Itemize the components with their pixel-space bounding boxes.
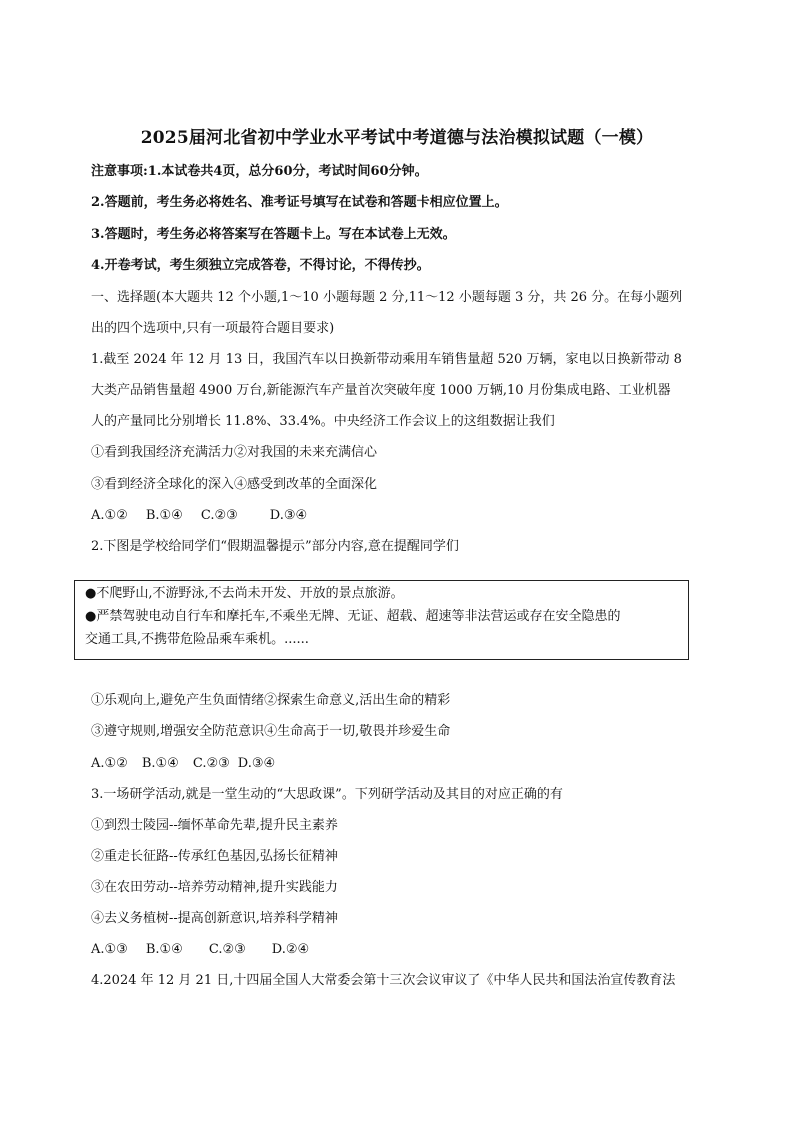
q3-option-c: C.②③ <box>208 942 246 957</box>
q1-item-1: ①看到我国经济充满活力②对我国的未来充满信心 <box>91 445 378 460</box>
q3-stem-line1: 3.一场研学活动,就是一堂生动的“大思政课”。下列研学活动及其目的对应正确的有 <box>91 787 563 802</box>
q2-options <box>91 755 275 773</box>
q3-item-3: ③在农田劳动--培养劳动精神,提升实践能力 <box>91 880 338 895</box>
tips-line-1: ●不爬野山,不游野泳,不去尚未开发、开放的景点旅游。 <box>85 586 404 601</box>
q2-option-b: B.①④ <box>141 756 179 771</box>
q3-item-4: ④去义务植树--提高创新意识,培养科学精神 <box>91 911 338 926</box>
q1-option-c: C.②③ <box>200 508 238 523</box>
q2-option-c: C.②③ <box>192 756 230 771</box>
q1-item-2: ③看到经济全球化的深入④感受到改革的全面深化 <box>91 477 378 492</box>
q1-option-b: B.①④ <box>145 508 183 523</box>
q3-options <box>91 941 309 959</box>
section-intro-line2: 出的四个选项中,只有一项最符合题目要求) <box>91 321 335 336</box>
notice-3: 3.答题时，考生务必将答案写在答题卡上。写在本试卷上无效。 <box>91 227 456 242</box>
q1-stem-line3: 人的产量同比分别增长 11.8%、33.4%。中央经济工作会议上的这组数据让我们 <box>91 414 555 429</box>
notice-4: 4.开卷考试，考生须独立完成答卷，不得讨论，不得传抄。 <box>91 258 430 273</box>
q2-item-2: ③遵守规则,增强安全防范意识④生命高于一切,敬畏并珍爱生命 <box>91 724 451 739</box>
q2-item-1: ①乐观向上,避免产生负面情绪②探索生命意义,活出生命的精彩 <box>91 693 451 708</box>
q1-stem-line1: 1.截至 2024 年 12 月 13 日，我国汽车以日换新带动乘用车销售量超 520 万辆，家电以日换新带动 8 <box>91 352 682 367</box>
section-intro-line1: 一、选择题(本大题共 12 个小题,1～10 小题每题 2 分,11～12 小题每题 3 分，共 26 分。在每小题列 <box>91 290 683 305</box>
holiday-tips-box <box>74 580 689 660</box>
tips-line-3: 交通工具,不携带危险品乘车乘机。...... <box>85 632 309 647</box>
q1-options <box>91 507 307 525</box>
q1-option-d: D.③④ <box>269 508 308 523</box>
q1-stem-line2: 大类产品销售量超 4900 万台,新能源汽车产量首次突破年度 1000 万辆,10 月份集成电路、工业机器 <box>91 383 671 398</box>
q4-stem-line1: 4.2024 年 12 月 21 日,十四届全国人大常委会第十三次会议审议了《中华人民共和国法治宣传教育法 <box>91 973 676 988</box>
notice-2: 2.答题前，考生务必将姓名、准考证号填写在试卷和答题卡相应位置上。 <box>91 195 508 210</box>
q1-option-a: A.①② <box>91 508 128 523</box>
q2-option-d: D.③④ <box>237 756 276 771</box>
tips-line-2: ●严禁驾驶电动自行车和摩托车,不乘坐无牌、无证、超载、超速等非法营运或存在安全隐患的 <box>85 609 621 624</box>
q3-option-d: D.②④ <box>271 942 310 957</box>
q3-option-a: A.①③ <box>91 942 128 957</box>
q3-option-b: B.①④ <box>145 942 183 957</box>
page-title: 2025届河北省初中学业水平考试中考道德与法治模拟试题（一模） <box>140 128 654 148</box>
q2-option-a: A.①② <box>91 756 128 771</box>
notice-1: 注意事项:1.本试卷共4页，总分60分，考试时间60分钟。 <box>91 164 428 179</box>
q2-stem-line1: 2.下图是学校给同学们“假期温馨提示”部分内容,意在提醒同学们 <box>91 539 459 554</box>
q3-item-2: ②重走长征路--传承红色基因,弘扬长征精神 <box>91 849 338 864</box>
q3-item-1: ①到烈士陵园--缅怀革命先辈,提升民主素养 <box>91 818 338 833</box>
